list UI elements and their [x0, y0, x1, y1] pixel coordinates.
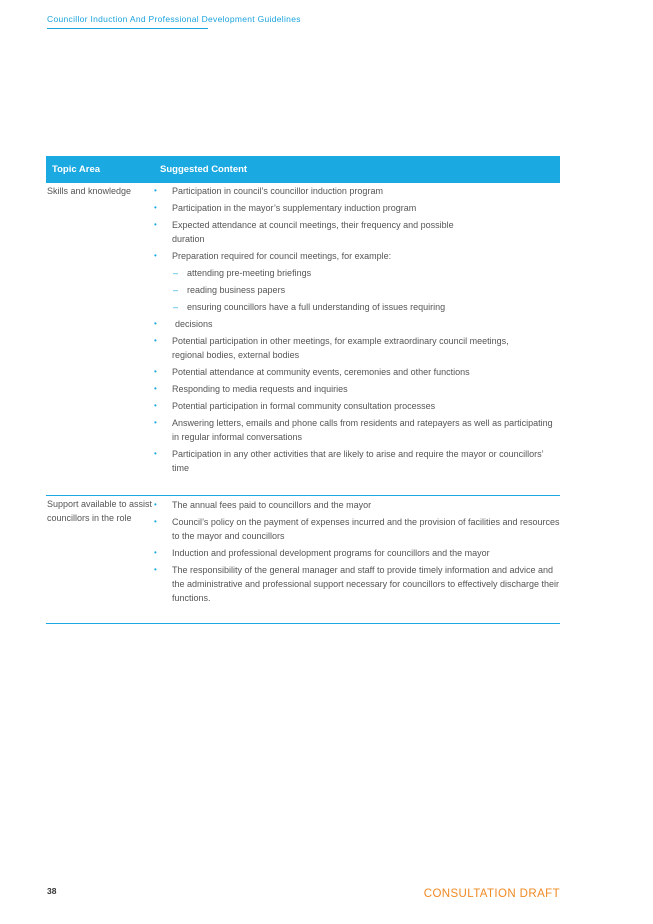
- page-number: 38: [47, 886, 57, 896]
- list-item: • Induction and professional development programs for councillors and the mayor: [154, 548, 490, 558]
- content-list: [154, 496, 560, 605]
- list-item: • Participation in the mayor’s supplementary induction program: [154, 203, 417, 213]
- list-item: • Potential participation in other meetings, for example extraordinary council meetings, regional bodies, external bodies: [154, 336, 509, 360]
- list-item: • Potential attendance at community events, ceremonies and other functions: [154, 367, 470, 377]
- bullet-icon: •: [154, 367, 157, 376]
- bullet-icon: •: [154, 186, 157, 195]
- bullet-icon: •: [154, 336, 157, 345]
- list-item: • Potential participation in formal community consultation processes: [154, 401, 436, 411]
- bullet-icon: •: [154, 203, 157, 212]
- topic-cell: Skills and knowledge: [47, 186, 132, 196]
- bullet-icon: •: [154, 418, 157, 427]
- list-item: • Expected attendance at council meetings, their frequency and possible duration: [154, 220, 454, 244]
- dash-icon: –: [173, 302, 179, 312]
- table-header-row: [46, 156, 560, 183]
- topic-cell: Support available to assist councillors in the role: [47, 499, 153, 523]
- bullet-icon: •: [154, 548, 157, 557]
- consultation-draft-label: CONSULTATION DRAFT: [423, 888, 560, 900]
- table-row-skills: [46, 183, 560, 496]
- bullet-icon: •: [154, 220, 157, 229]
- list-item: • Participation in any other activities that are likely to arise and require the mayor or councillors’ time: [154, 449, 544, 473]
- sub-list-item: – reading business papers: [173, 285, 286, 295]
- list-item: • Council’s policy on the payment of expenses incurred and the provision of facilities and resources to the mayor and councillors: [154, 517, 560, 541]
- bullet-icon: •: [154, 251, 157, 260]
- list-item: • decisions: [154, 319, 213, 329]
- list-item: • Preparation required for council meetings, for example:: [154, 251, 392, 261]
- column-header-content: Suggested Content: [160, 164, 248, 175]
- list-item: • The annual fees paid to councillors and the mayor: [154, 500, 372, 510]
- list-item: • Answering letters, emails and phone calls from residents and ratepayers as well as participating in regular informal conversations: [154, 418, 553, 442]
- table-row-support: [46, 496, 560, 624]
- list-item: • The responsibility of the general manager and staff to provide timely information and advice and the administrative and professional support necessary for councillors to effectively discharge their functions.: [154, 565, 560, 603]
- list-item: • Participation in council’s councillor induction program: [154, 186, 383, 196]
- column-header-topic: Topic Area: [52, 164, 101, 175]
- dash-icon: –: [173, 268, 179, 278]
- running-header: Councillor Induction And Professional Development Guidelines: [47, 14, 301, 24]
- bullet-icon: •: [154, 500, 157, 509]
- bullet-icon: •: [154, 384, 157, 393]
- bullet-icon: •: [154, 565, 157, 574]
- content-list: [154, 183, 560, 475]
- sub-list-item: – ensuring councillors have a full understanding of issues requiring: [173, 302, 446, 312]
- sub-list-item: – attending pre-meeting briefings: [173, 268, 312, 278]
- bullet-icon: •: [154, 517, 157, 526]
- dash-icon: –: [173, 285, 179, 295]
- bullet-icon: •: [154, 449, 157, 458]
- bullet-icon: •: [154, 401, 157, 410]
- bullet-icon: •: [154, 319, 157, 328]
- list-item: • Responding to media requests and inquiries: [154, 384, 348, 394]
- header-rule: [47, 28, 208, 29]
